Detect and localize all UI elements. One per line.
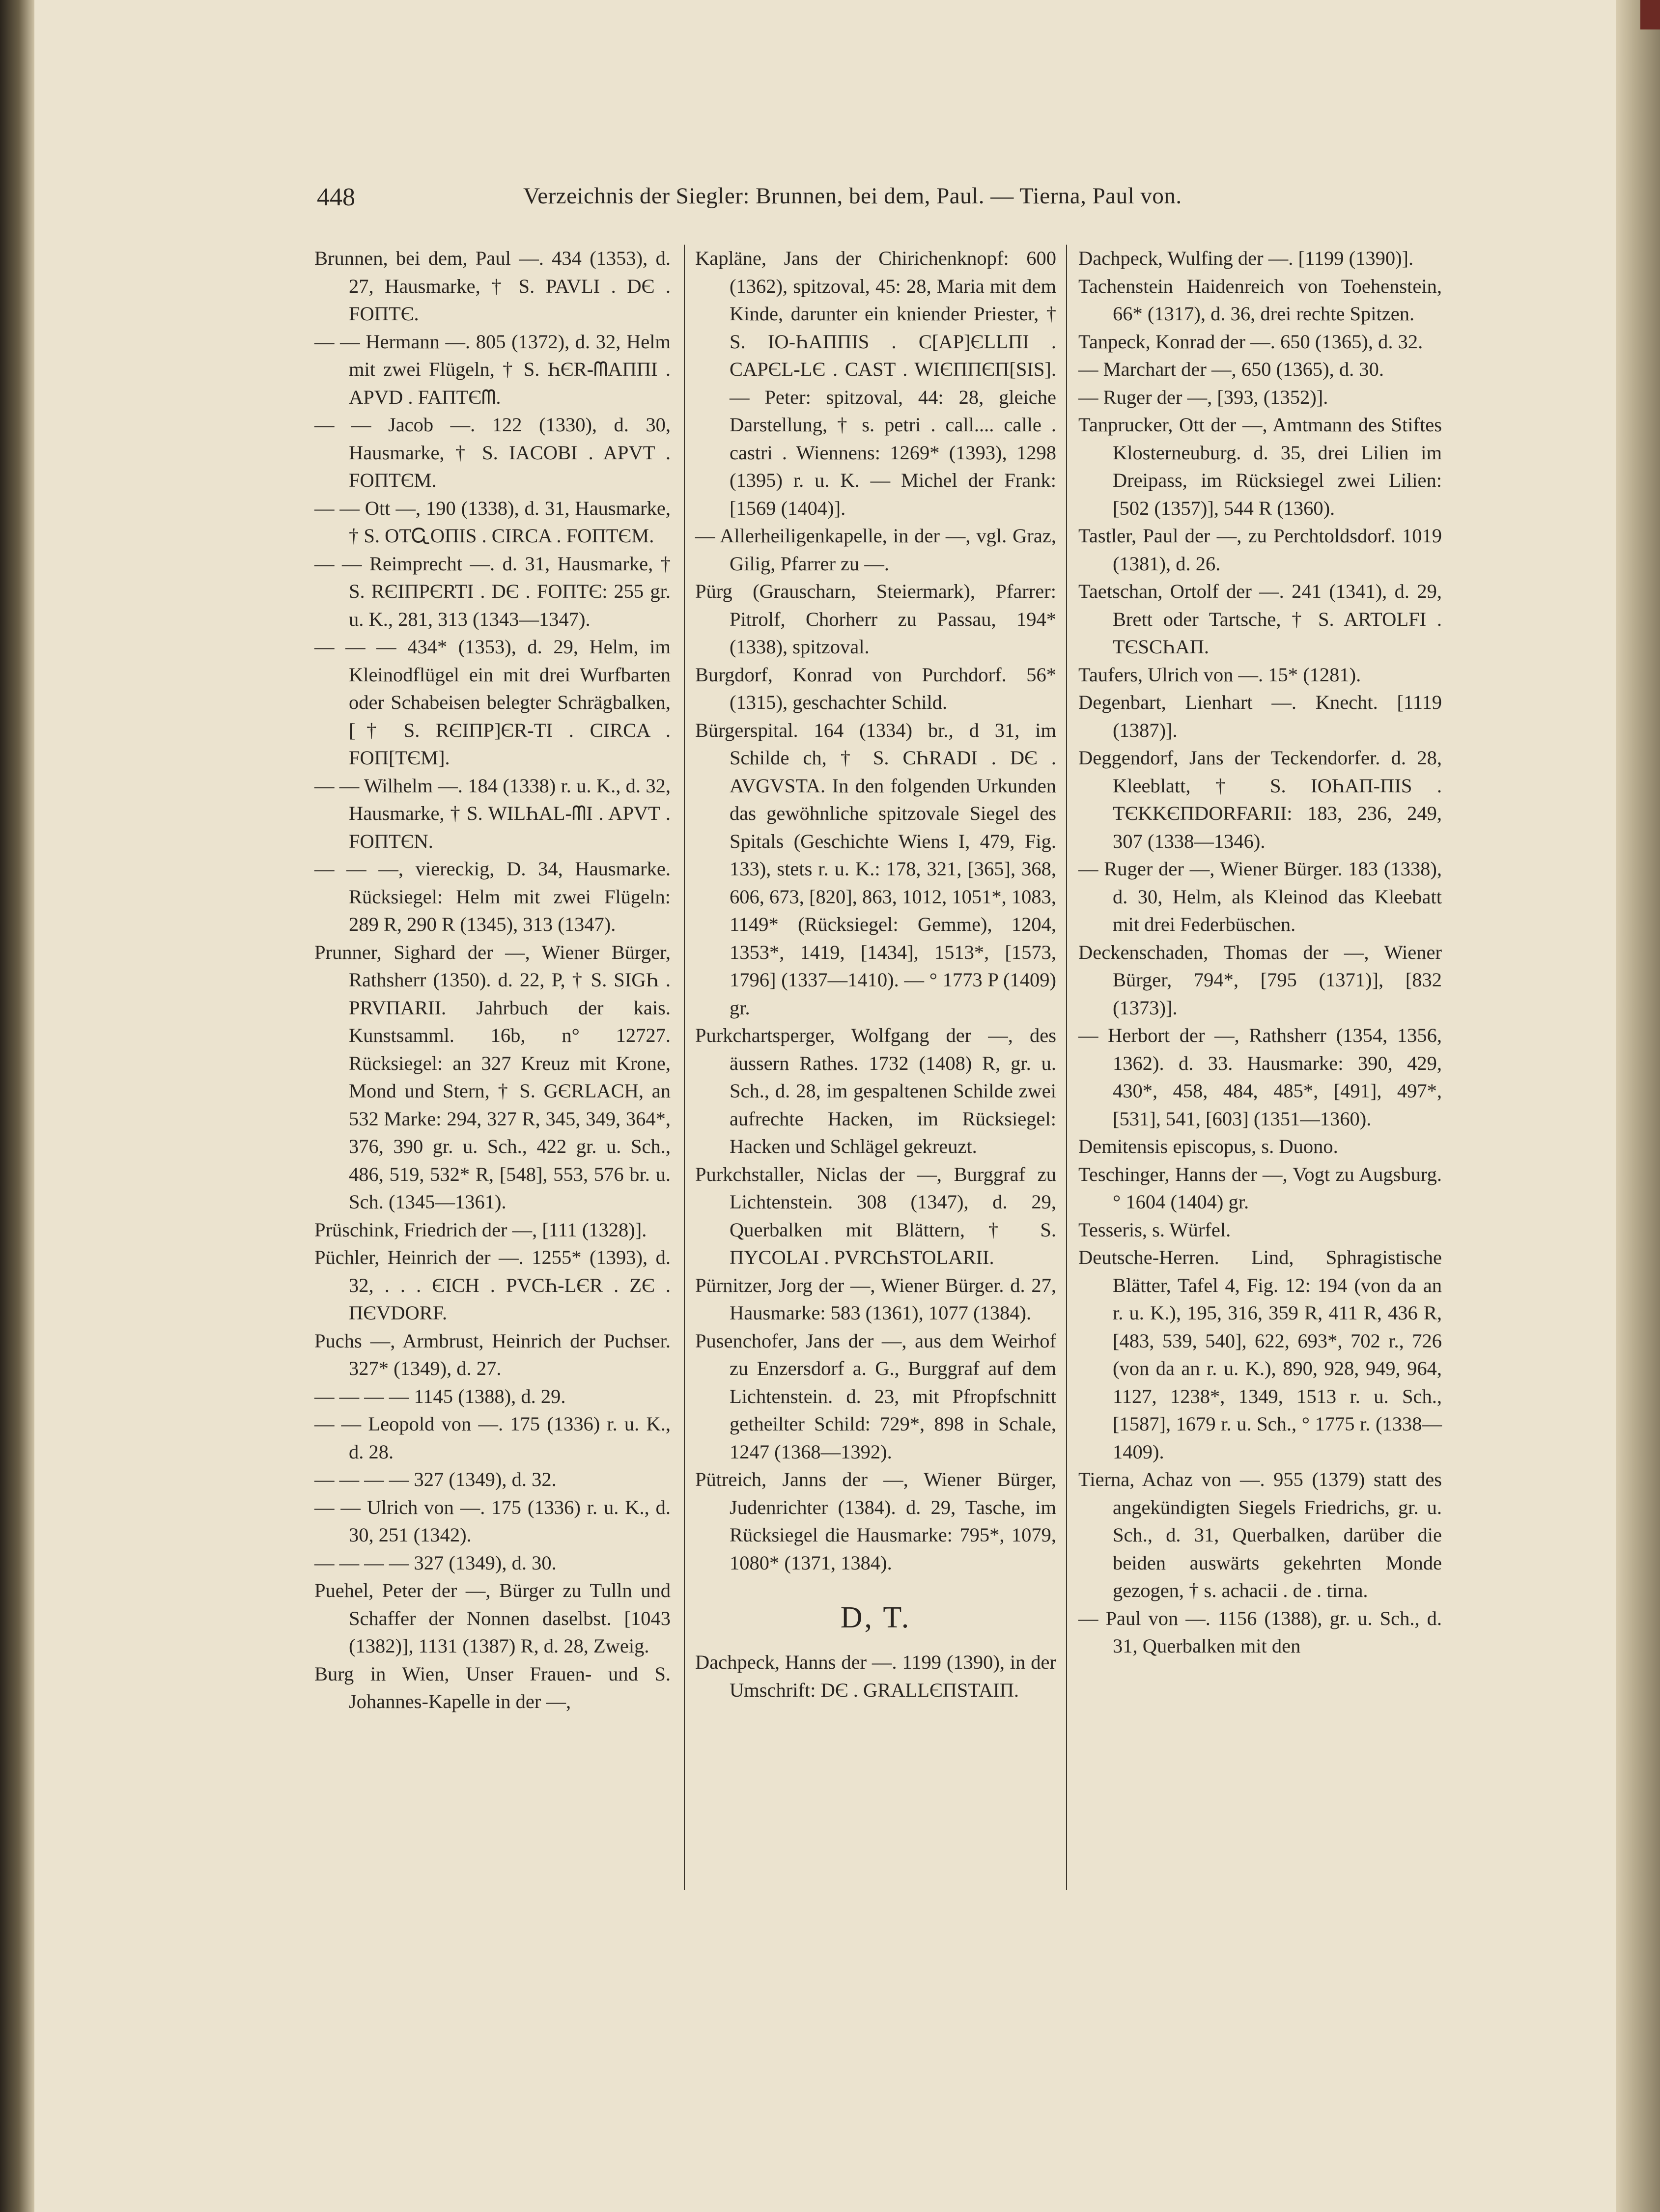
- index-entry: — Ruger der —, Wiener Bürger. 183 (1338), d. 30, Helm, als Kleinod das Kleebatt mit drei Federbüschen.: [1078, 858, 1442, 935]
- index-entry: Deckenschaden, Thomas der —, Wiener Bürger, 794*, [795 (1371)], [832 (1373)].: [1078, 941, 1442, 1019]
- index-entry: Prunner, Sighard der —, Wiener Bürger, Rathsherr (1350). d. 22, P, † S. SIGҺ . PRVПARII. Jahrbuch der kais. Kunstsamml. 16b, n° 12727. Rücksiegel: an 327 Kreuz mit Krone, Mond und Stern, † S. GЄRLACH, an 532 Marke: 294, 327 R, 345, 349, 364*, 376, 390 gr. u. Sch., 422 gr. u. Sch., 486, 519, 532* R, [548], 553, 576 br. u. Sch. (1345—1361).: [314, 941, 671, 1213]
- index-entry: Tanpeck, Konrad der —. 650 (1365), d. 32.: [1078, 330, 1423, 353]
- index-entry: Tierna, Achaz von —. 955 (1379) statt des angekündigten Siegels Friedrichs, gr. u. Sch., d. 31, Querbalken, darüber die beiden auswärts gekehrten Monde gezogen, † s. achacii . de . tirna.: [1078, 1468, 1442, 1601]
- index-entry: Burgdorf, Konrad von Purchdorf. 56* (1315), geschachter Schild.: [695, 663, 1056, 713]
- index-entry: Burg in Wien, Unser Frauen- und S. Johannes-Kapelle in der —,: [314, 1662, 671, 1712]
- index-entry: — Herbort der —, Rathsherr (1354, 1356, 1362). d. 33. Hausmarke: 390, 429, 430*, 458, 484, 485*, [491], 497*, [531], 541, [603] (1351—1360).: [1078, 1024, 1442, 1130]
- index-entry: Tastler, Paul der —, zu Perchtoldsdorf. 1019 (1381), d. 26.: [1078, 525, 1442, 575]
- index-entry: Purkchstaller, Niclas der —, Burggraf zu Lichtenstein. 308 (1347), d. 29, Querbalken mit Blättern, † S. ПYCOLAI . PVRCҺSTOLARII.: [695, 1163, 1056, 1268]
- index-entry: Degenbart, Lienhart —. Knecht. [1119 (1387)].: [1078, 691, 1442, 741]
- index-entry: — — — — 1145 (1388), d. 29.: [314, 1385, 566, 1407]
- index-entry: Pütreich, Janns der —, Wiener Bürger, Judenrichter (1384). d. 29, Tasche, im Rücksiegel die Hausmarke: 795*, 1079, 1080* (1371, 1384).: [695, 1468, 1056, 1574]
- index-entry: Teschinger, Hanns der —, Vogt zu Augsburg. ° 1604 (1404) gr.: [1078, 1163, 1442, 1213]
- index-entry: Deggendorf, Jans der Teckendorfer. d. 28, Kleeblatt, † S. IOҺAП-ПIS . TЄKKЄПDORFARII: 183, 236, 249, 307 (1338—1346).: [1078, 747, 1442, 852]
- column-rule: [1066, 245, 1067, 1890]
- ribbon-marker: [1640, 0, 1660, 29]
- index-entry: — Allerheiligenkapelle, in der —, vgl. Graz, Gilig, Pfarrer zu —.: [695, 525, 1056, 575]
- index-entry: Püchler, Heinrich der —. 1255* (1393), d. 32, . . . ЄICH . PVCҺ-LЄR . ZЄ . ПЄVDORF.: [314, 1246, 671, 1324]
- index-entry: Prüschink, Friedrich der —, [111 (1328)].: [314, 1218, 647, 1241]
- index-entry: — — Ott —, 190 (1338), d. 31, Hausmarke, † S. OTᏩOПIS . CIRCA . FOПTЄM.: [314, 497, 671, 547]
- index-entry: — — Hermann —. 805 (1372), d. 32, Helm mit zwei Flügeln, † S. ҺЄR-ᗰAППI . APVD . FAПTЄᗰ.: [314, 330, 671, 408]
- index-entry: — — — 434* (1353), d. 29, Helm, im Kleinodflügel ein mit drei Wurfbarten oder Schabeisen belegter Schrägbalken, [† S. RЄIПP]ЄR-TI . CIRCA . FOП[TЄM].: [314, 636, 671, 769]
- index-entry: Taetschan, Ortolf der —. 241 (1341), d. 29, Brett oder Tartsche, † S. ARTOLFI . TЄSCҺAП.: [1078, 580, 1442, 658]
- index-entry: Brunnen, bei dem, Paul —. 434 (1353), d. 27, Hausmarke, † S. PAVLI . DЄ . FOПTЄ.: [314, 247, 671, 325]
- index-entry: Dachpeck, Wulfing der —. [1199 (1390)].: [1078, 247, 1414, 269]
- index-entry: — — Jacob —. 122 (1330), d. 30, Hausmarke, † S. IACOBI . APVT . FOПTЄM.: [314, 414, 671, 491]
- index-entry: — — —, viereckig, D. 34, Hausmarke. Rücksiegel: Helm mit zwei Flügeln: 289 R, 290 R (1345), 313 (1347).: [314, 858, 671, 935]
- page-number: 448: [317, 183, 355, 211]
- index-entry: Taufers, Ulrich von —. 15* (1281).: [1078, 663, 1361, 686]
- index-entry: Demitensis episcopus, s. Duono.: [1078, 1135, 1338, 1157]
- index-entry: — Paul von —. 1156 (1388), gr. u. Sch., d. 31, Querbalken mit den: [1078, 1607, 1442, 1657]
- index-entry: Pürnitzer, Jorg der —, Wiener Bürger. d. 27, Hausmarke: 583 (1361), 1077 (1384).: [695, 1274, 1056, 1324]
- index-entry: Puchs —, Armbrust, Heinrich der Puchser. 327* (1349), d. 27.: [314, 1329, 671, 1379]
- index-entry: Deutsche-Herren. Lind, Sphragistische Blätter, Tafel 4, Fig. 12: 194 (von da an r. u. K.), 195, 316, 359 R, 411 R, 436 R, [483, 539, 540], 622, 693*, 702 r., 726 (von da an r. u. K.), 890, 928, 949, 964, 1127, 1238*, 1349, 1513 r. u. Sch., [1587], 1679 r. u. Sch., ° 1775 r. (1338—1409).: [1078, 1246, 1442, 1463]
- index-entry: — Ruger der —, [393, (1352)].: [1078, 386, 1328, 408]
- index-entry: Tanprucker, Ott der —, Amtmann des Stiftes Klosterneuburg. d. 35, drei Lilien im Dreipass, im Rücksiegel zwei Lilien: [502 (1357)], 544 R (1360).: [1078, 414, 1442, 519]
- section-heading: D, T.: [840, 1601, 911, 1634]
- column-left: [314, 245, 671, 1716]
- index-entry: Bürgerspital. 164 (1334) br., d 31, im Schilde ch, † S. CҺRADI . DЄ . AVGVSTA. In den folgenden Urkunden das gewöhnliche spitzovale Siegel des Spitals (Geschichte Wiens I, 479, Fig. 133), stets r. u. K.: 178, 321, [365], 368, 606, 673, [820], 863, 1012, 1051*, 1083, 1149* (Rücksiegel: Gemme), 1204, 1353*, 1419, [1434], 1513*, [1573, 1796] (1337—1410). — ° 1773 P (1409) gr.: [695, 719, 1056, 1019]
- running-head: Verzeichnis der Siegler: Brunnen, bei dem, Paul. — Tierna, Paul von.: [523, 183, 1182, 209]
- index-entry: — — — — 327 (1349), d. 32.: [314, 1468, 557, 1490]
- index-entry: — — Reimprecht —. d. 31, Hausmarke, † S. RЄIПPЄRTI . DЄ . FOПTЄ: 255 gr. u. K., 281, 313 (1343—1347).: [314, 552, 671, 630]
- page-header: [317, 183, 1270, 217]
- book-binding: [0, 0, 34, 2212]
- index-entry: — Marchart der —, 650 (1365), d. 30.: [1078, 358, 1384, 380]
- index-entry: — — Ulrich von —. 175 (1336) r. u. K., d. 30, 251 (1342).: [314, 1496, 671, 1546]
- index-entry: Kapläne, Jans der Chirichenknopf: 600 (1362), spitzoval, 45: 28, Maria mit dem Kinde, darunter ein kniender Priester, † S. IO-ҺAППIS . C[AP]ЄLLПI . CAPЄL-LЄ . CAST . WIЄППЄП[SIS]. — Peter: spitzoval, 44: 28, gleiche Darstellung, † s. petri . call.... calle . castri . Wiennens: 1269* (1393), 1298 (1395) r. u. K. — Michel der Frank: [1569 (1404)].: [695, 247, 1056, 519]
- column-rule: [684, 245, 685, 1890]
- index-entry: Tachenstein Haidenreich von Toehenstein, 66* (1317), d. 36, drei rechte Spitzen.: [1078, 275, 1442, 325]
- facing-page-edge: [1616, 0, 1660, 2212]
- index-entry: — — — — 327 (1349), d. 30.: [314, 1551, 557, 1574]
- index-entry: Pusenchofer, Jans der —, aus dem Weirhof zu Enzersdorf a. G., Burggraf auf dem Lichtenstein. d. 23, mit Pfropfschnitt getheilter Schild: 729*, 898 in Schale, 1247 (1368—1392).: [695, 1329, 1056, 1463]
- index-entry: Purkchartsperger, Wolfgang der —, des äussern Rathes. 1732 (1408) R, gr. u. Sch., d. 28, im gespaltenen Schilde zwei aufrechte Hacken, im Rücksiegel: Hacken und Schlägel gekreuzt.: [695, 1024, 1056, 1157]
- index-entry: — — Wilhelm —. 184 (1338) r. u. K., d. 32, Hausmarke, † S. WILҺAL-ᗰI . APVT . FOПTЄN.: [314, 774, 671, 852]
- index-entry: Tesseris, s. Würfel.: [1078, 1218, 1231, 1241]
- index-entry: — — Leopold von —. 175 (1336) r. u. K., d. 28.: [314, 1413, 671, 1463]
- index-entry: Pürg (Grauscharn, Steiermark), Pfarrer: Pitrolf, Chorherr zu Passau, 194* (1338), spitzoval.: [695, 580, 1056, 658]
- index-entry: Puehel, Peter der —, Bürger zu Tulln und Schaffer der Nonnen daselbst. [1043 (1382)], 1131 (1387) R, d. 28, Zweig.: [314, 1579, 671, 1657]
- index-entry: Dachpeck, Hanns der —. 1199 (1390), in der Umschrift: DЄ . GRALLЄПSTAIП.: [695, 1651, 1056, 1701]
- column-right: [1078, 245, 1442, 1660]
- column-middle: [695, 245, 1056, 1704]
